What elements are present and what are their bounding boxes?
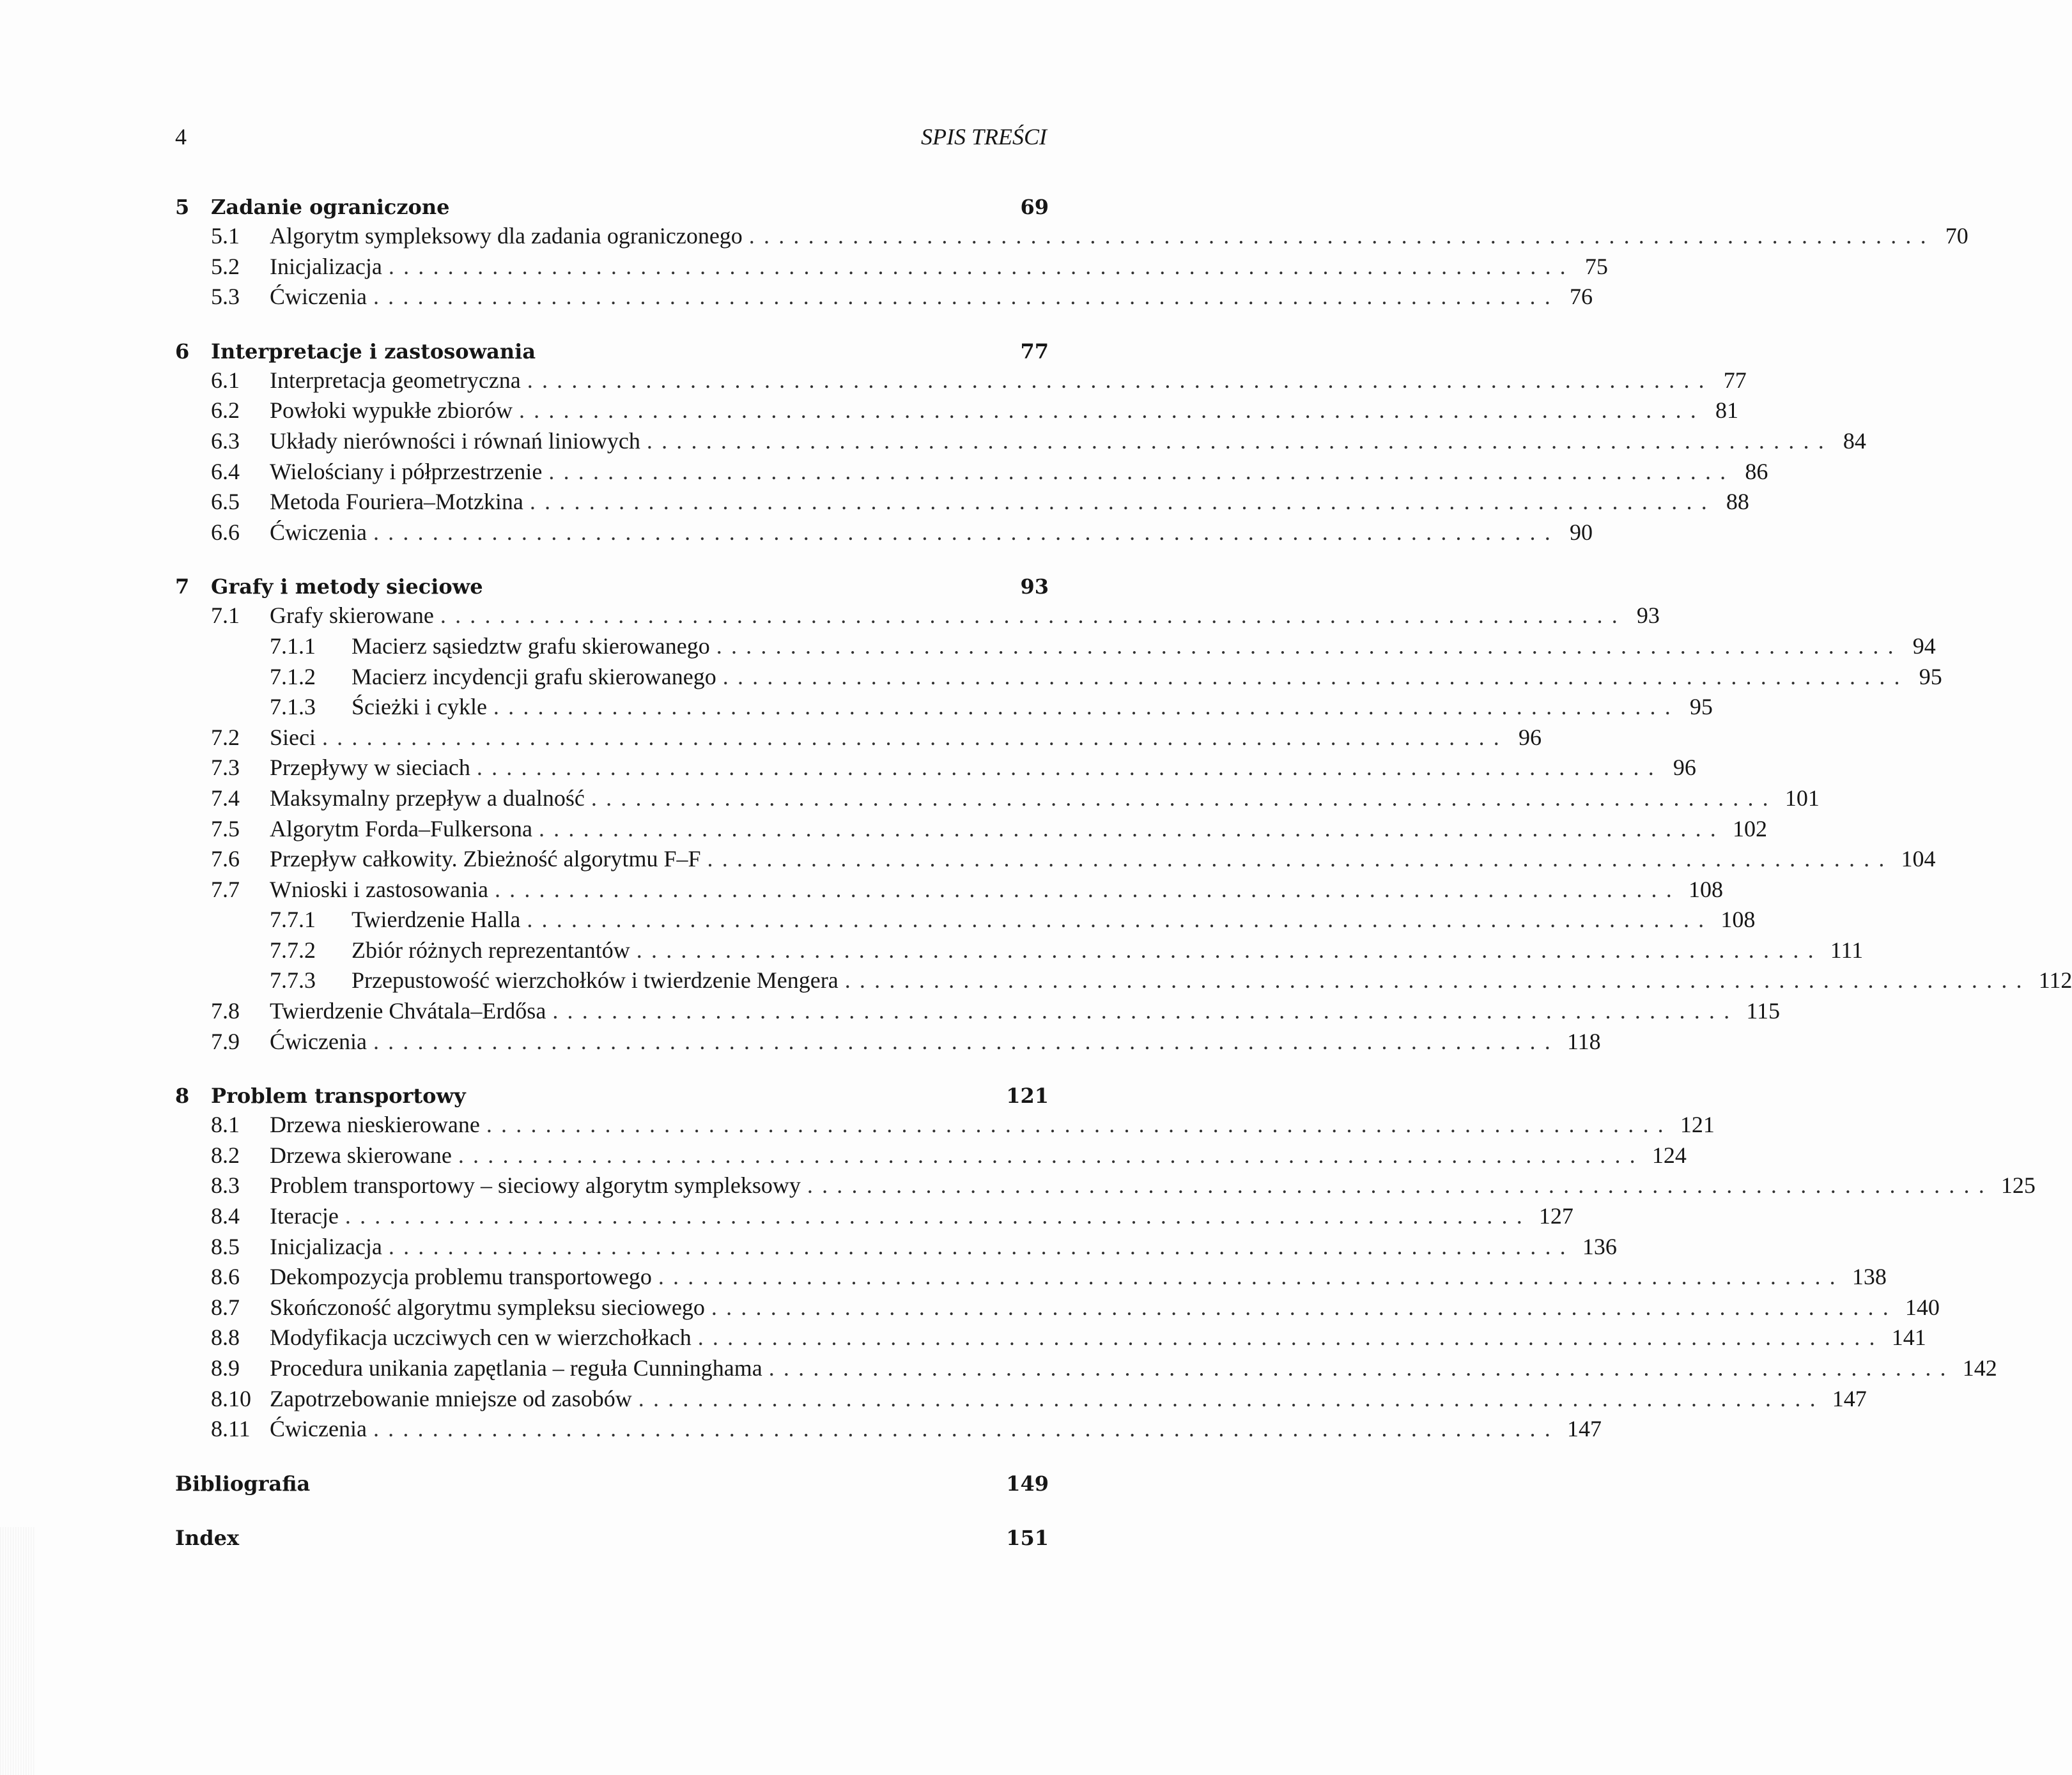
section-page-number: 124 <box>1651 1142 1687 1168</box>
toc-subsection-entry[interactable] <box>175 692 1713 723</box>
toc-subsection-entry[interactable] <box>175 905 1756 935</box>
toc-section-entry[interactable] <box>175 844 1936 875</box>
section-number: 6.1 <box>211 367 240 393</box>
toc-chapter <box>175 1524 1049 1552</box>
section-number: 7.1.3 <box>270 694 316 720</box>
section-page-number: 142 <box>1962 1355 1997 1381</box>
section-title: Macierz incydencji grafu skierowanego <box>352 663 716 689</box>
toc-section-entry[interactable] <box>175 487 1749 518</box>
section-number: 8.9 <box>211 1355 240 1381</box>
toc-chapter <box>175 572 2072 1057</box>
section-title: Problem transportowy – sieciowy algorytm sympleksowy <box>270 1172 801 1199</box>
section-number: 8.2 <box>211 1142 240 1168</box>
section-number: 7.8 <box>211 998 240 1024</box>
toc-subsection-entry[interactable] <box>175 662 1942 693</box>
toc-section-entry[interactable] <box>175 1027 1601 1057</box>
section-title: Metoda Fouriera–Motzkina <box>270 489 523 515</box>
section-title: Ćwiczenia <box>270 1028 367 1054</box>
dot-leader: ................................................................................ <box>476 755 1663 781</box>
section-page-number: 147 <box>1566 1416 1602 1442</box>
chapter-number: 6 <box>175 339 190 364</box>
toc-section-entry[interactable] <box>175 252 1608 282</box>
chapter-page-number: 77 <box>1020 339 1049 364</box>
toc-section-entry[interactable] <box>175 1141 1687 1171</box>
dot-leader: ................................................................................ <box>529 489 1716 515</box>
dot-leader: ................................................................................ <box>538 815 1725 841</box>
section-page-number: 115 <box>1746 998 1780 1024</box>
section-title: Zapotrzebowanie mniejsze od zasobów <box>270 1385 632 1411</box>
section-number: 8.6 <box>211 1264 240 1290</box>
section-page-number: 108 <box>1720 907 1756 933</box>
section-page-number: 140 <box>1905 1294 1940 1320</box>
dot-leader: ................................................................................ <box>373 284 1559 310</box>
section-page-number: 81 <box>1715 397 1738 424</box>
dot-leader: ................................................................................ <box>373 519 1559 545</box>
section-title: Sieci <box>270 724 316 750</box>
toc-subsection-entry[interactable] <box>175 631 1936 662</box>
section-page-number: 86 <box>1745 458 1768 484</box>
section-number: 7.1.1 <box>270 633 316 659</box>
section-page-number: 121 <box>1680 1112 1715 1138</box>
section-page-number: 141 <box>1891 1325 1926 1351</box>
dot-leader: ................................................................................ <box>486 1112 1673 1138</box>
section-number: 6.5 <box>211 489 240 515</box>
section-page-number: 136 <box>1582 1233 1617 1259</box>
section-page-number: 127 <box>1538 1203 1573 1229</box>
toc-section-entry[interactable] <box>175 1293 1940 1323</box>
dot-leader: ................................................................................ <box>807 1172 1993 1199</box>
section-title: Algorytm sympleksowy dla zadania ograniczonego <box>270 223 743 249</box>
section-title: Przepływ całkowity. Zbieżność algorytmu F–F <box>270 846 701 872</box>
section-title: Zbiór różnych reprezentantów <box>352 937 630 963</box>
section-title: Powłoki wypukłe zbiorów <box>270 397 513 424</box>
section-page-number: 118 <box>1566 1028 1601 1054</box>
section-title: Iteracje <box>270 1203 339 1229</box>
chapter-heading[interactable] <box>175 1524 1049 1552</box>
dot-leader: ................................................................................ <box>658 1264 1844 1290</box>
section-number: 7.5 <box>211 815 240 841</box>
chapter-number: 8 <box>175 1084 190 1109</box>
section-page-number: 95 <box>1919 663 1942 689</box>
dot-leader: ................................................................................ <box>711 1294 1898 1320</box>
section-number: 7.1.2 <box>270 663 316 689</box>
table-of-contents <box>175 193 2072 1552</box>
section-number: 7.7 <box>211 876 240 902</box>
chapter-title: Problem transportowy <box>211 1084 466 1109</box>
toc-section-entry[interactable] <box>175 1323 1926 1353</box>
dot-leader: ................................................................................ <box>697 1325 1884 1351</box>
section-page-number: 96 <box>1673 755 1696 781</box>
toc-section-entry[interactable] <box>175 783 1820 814</box>
section-title: Inicjalizacja <box>270 1233 382 1259</box>
section-title: Ćwiczenia <box>270 519 367 545</box>
section-page-number: 138 <box>1852 1264 1887 1290</box>
chapter-title: Grafy i metody sieciowe <box>211 574 483 599</box>
section-number: 5.2 <box>211 253 240 279</box>
dot-leader: ................................................................................ <box>373 1416 1559 1442</box>
toc-section-entry[interactable] <box>175 365 1747 396</box>
dot-leader: ................................................................................ <box>548 458 1735 484</box>
section-title: Inicjalizacja <box>270 253 382 279</box>
section-title: Drzewa skierowane <box>270 1142 452 1168</box>
dot-leader: ................................................................................ <box>636 937 1823 963</box>
section-title: Procedura unikania zapętlania – reguła Cunninghama <box>270 1355 762 1381</box>
section-title: Algorytm Forda–Fulkersona <box>270 815 532 841</box>
section-number: 7.4 <box>211 785 240 811</box>
dot-leader: ................................................................................ <box>638 1385 1825 1411</box>
section-number: 8.11 <box>211 1416 251 1442</box>
dot-leader: ................................................................................ <box>748 223 1935 249</box>
section-title: Ćwiczenia <box>270 1416 367 1442</box>
dot-leader: ................................................................................ <box>716 633 1903 659</box>
section-number: 7.6 <box>211 846 240 872</box>
toc-section-entry[interactable] <box>175 518 1593 548</box>
dot-leader: ................................................................................ <box>722 663 1909 689</box>
section-page-number: 90 <box>1569 519 1593 545</box>
section-title: Twierdzenie Halla <box>352 907 521 933</box>
toc-subsection-entry[interactable] <box>175 965 2072 996</box>
section-number: 8.10 <box>211 1385 251 1411</box>
section-page-number: 102 <box>1732 815 1767 841</box>
chapter-page-number: 121 <box>1006 1084 1049 1109</box>
chapter-title: Interpretacje i zastosowania <box>211 339 536 364</box>
dot-leader: ................................................................................ <box>388 1233 1575 1259</box>
section-title: Przepływy w sieciach <box>270 755 470 781</box>
section-number: 8.4 <box>211 1203 240 1229</box>
dot-leader: ................................................................................ <box>844 967 2031 994</box>
section-page-number: 96 <box>1518 724 1542 750</box>
toc-chapter <box>175 337 1866 548</box>
section-number: 7.2 <box>211 724 240 750</box>
toc-chapter <box>175 1082 2036 1445</box>
toc-section-entry[interactable] <box>175 282 1593 312</box>
chapter-title: Index <box>175 1525 240 1550</box>
section-number: 5.3 <box>211 284 240 310</box>
section-page-number: 104 <box>1901 846 1936 872</box>
section-page-number: 93 <box>1636 603 1660 629</box>
toc-section-entry[interactable] <box>175 1414 1602 1445</box>
section-number: 7.7.3 <box>270 967 316 994</box>
section-title: Ćwiczenia <box>270 284 367 310</box>
dot-leader: ................................................................................ <box>518 397 1705 424</box>
dot-leader: ................................................................................ <box>527 367 1713 393</box>
dot-leader: ................................................................................ <box>440 603 1627 629</box>
section-title: Twierdzenie Chvátala–Erdősa <box>270 998 546 1024</box>
section-number: 8.5 <box>211 1233 240 1259</box>
toc-section-entry[interactable] <box>175 1232 1617 1263</box>
chapter-page-number: 69 <box>1020 195 1049 219</box>
section-title: Układy nierówności i równań liniowych <box>270 427 640 454</box>
section-title: Skończoność algorytmu sympleksu sieciowego <box>270 1294 705 1320</box>
section-number: 6.2 <box>211 397 240 424</box>
dot-leader: ................................................................................ <box>373 1028 1559 1054</box>
dot-leader: ................................................................................ <box>591 785 1777 811</box>
section-title: Drzewa nieskierowane <box>270 1112 480 1138</box>
toc-section-entry[interactable] <box>175 753 1696 783</box>
section-title: Maksymalny przepływ a dualność <box>270 785 585 811</box>
toc-subsection-entry[interactable] <box>175 935 1864 966</box>
section-page-number: 84 <box>1843 427 1866 454</box>
dot-leader: ................................................................................ <box>707 846 1894 872</box>
section-title: Wielościany i półprzestrzenie <box>270 458 543 484</box>
chapter-heading[interactable] <box>175 1470 1049 1498</box>
chapter-number: 5 <box>175 195 190 219</box>
section-title: Macierz sąsiedztw grafu skierowanego <box>352 633 710 659</box>
section-title: Wnioski i zastosowania <box>270 876 488 902</box>
toc-section-entry[interactable] <box>175 723 1542 753</box>
section-number: 7.7.1 <box>270 907 316 933</box>
toc-section-entry[interactable] <box>175 1384 1867 1415</box>
chapter-heading[interactable] <box>175 572 1049 601</box>
toc-section-entry[interactable] <box>175 601 1660 631</box>
section-page-number: 101 <box>1784 785 1820 811</box>
section-title: Grafy skierowane <box>270 603 434 629</box>
dot-leader: ................................................................................ <box>494 876 1681 902</box>
section-page-number: 111 <box>1830 937 1864 963</box>
chapter-number: 7 <box>175 574 190 599</box>
dot-leader: ................................................................................ <box>768 1355 1955 1381</box>
page-number: 4 <box>175 124 187 150</box>
section-title: Przepustowość wierzchołków i twierdzenie Mengera <box>352 967 839 994</box>
dot-leader: ................................................................................ <box>321 724 1508 750</box>
section-number: 5.1 <box>211 223 240 249</box>
chapter-page-number: 151 <box>1006 1525 1049 1550</box>
section-number: 8.3 <box>211 1172 240 1199</box>
section-page-number: 147 <box>1832 1385 1867 1411</box>
section-number: 7.3 <box>211 755 240 781</box>
section-page-number: 94 <box>1912 633 1936 659</box>
section-page-number: 76 <box>1569 284 1593 310</box>
dot-leader: ................................................................................ <box>388 253 1575 279</box>
section-title: Interpretacja geometryczna <box>270 367 521 393</box>
section-number: 7.1 <box>211 603 240 629</box>
toc-section-entry[interactable] <box>175 396 1738 426</box>
section-page-number: 112 <box>2038 967 2072 994</box>
section-title: Modyfikacja uczciwych cen w wierzchołkach <box>270 1325 692 1351</box>
scan-edge-shadow <box>0 1527 35 1775</box>
section-title: Dekompozycja problemu transportowego <box>270 1264 652 1290</box>
chapter-title: Bibliografia <box>175 1471 311 1496</box>
section-number: 8.1 <box>211 1112 240 1138</box>
dot-leader: ................................................................................ <box>552 998 1739 1024</box>
toc-section-entry[interactable] <box>175 457 1768 488</box>
toc-section-entry[interactable] <box>175 426 1866 457</box>
section-number: 6.6 <box>211 519 240 545</box>
section-page-number: 95 <box>1689 694 1713 720</box>
section-title: Ścieżki i cykle <box>352 694 487 720</box>
toc-chapter <box>175 1470 1049 1498</box>
section-number: 7.9 <box>211 1028 240 1054</box>
toc-chapter <box>175 193 1968 312</box>
toc-section-entry[interactable] <box>175 1262 1887 1293</box>
section-number: 6.3 <box>211 427 240 454</box>
section-page-number: 70 <box>1945 223 1968 249</box>
section-page-number: 88 <box>1726 489 1749 515</box>
chapter-page-number: 149 <box>1006 1471 1049 1496</box>
toc-section-entry[interactable] <box>175 1353 1997 1384</box>
dot-leader: ................................................................................ <box>458 1142 1644 1168</box>
section-number: 8.8 <box>211 1325 240 1351</box>
toc-section-entry[interactable] <box>175 875 1723 905</box>
toc-section-entry[interactable] <box>175 1171 2036 1201</box>
section-page-number: 125 <box>2000 1172 2036 1199</box>
toc-section-entry[interactable] <box>175 1201 1573 1232</box>
toc-section-entry[interactable] <box>175 814 1767 845</box>
toc-section-entry[interactable] <box>175 221 1968 252</box>
section-number: 8.7 <box>211 1294 240 1320</box>
section-page-number: 75 <box>1584 253 1608 279</box>
dot-leader: ................................................................................ <box>527 907 1713 933</box>
chapter-title: Zadanie ograniczone <box>211 195 450 219</box>
running-title: SPIS TREŚCI <box>921 124 1047 150</box>
section-number: 7.7.2 <box>270 937 316 963</box>
chapter-heading[interactable] <box>175 1082 1049 1110</box>
toc-section-entry[interactable] <box>175 996 1780 1027</box>
chapter-heading[interactable] <box>175 193 1049 221</box>
section-number: 6.4 <box>211 458 240 484</box>
chapter-heading[interactable] <box>175 337 1049 365</box>
dot-leader: ................................................................................ <box>646 427 1833 454</box>
section-page-number: 77 <box>1723 367 1747 393</box>
dot-leader: ................................................................................ <box>493 694 1680 720</box>
toc-section-entry[interactable] <box>175 1110 1715 1141</box>
section-page-number: 108 <box>1688 876 1723 902</box>
dot-leader: ................................................................................ <box>344 1203 1531 1229</box>
chapter-page-number: 93 <box>1020 574 1049 599</box>
